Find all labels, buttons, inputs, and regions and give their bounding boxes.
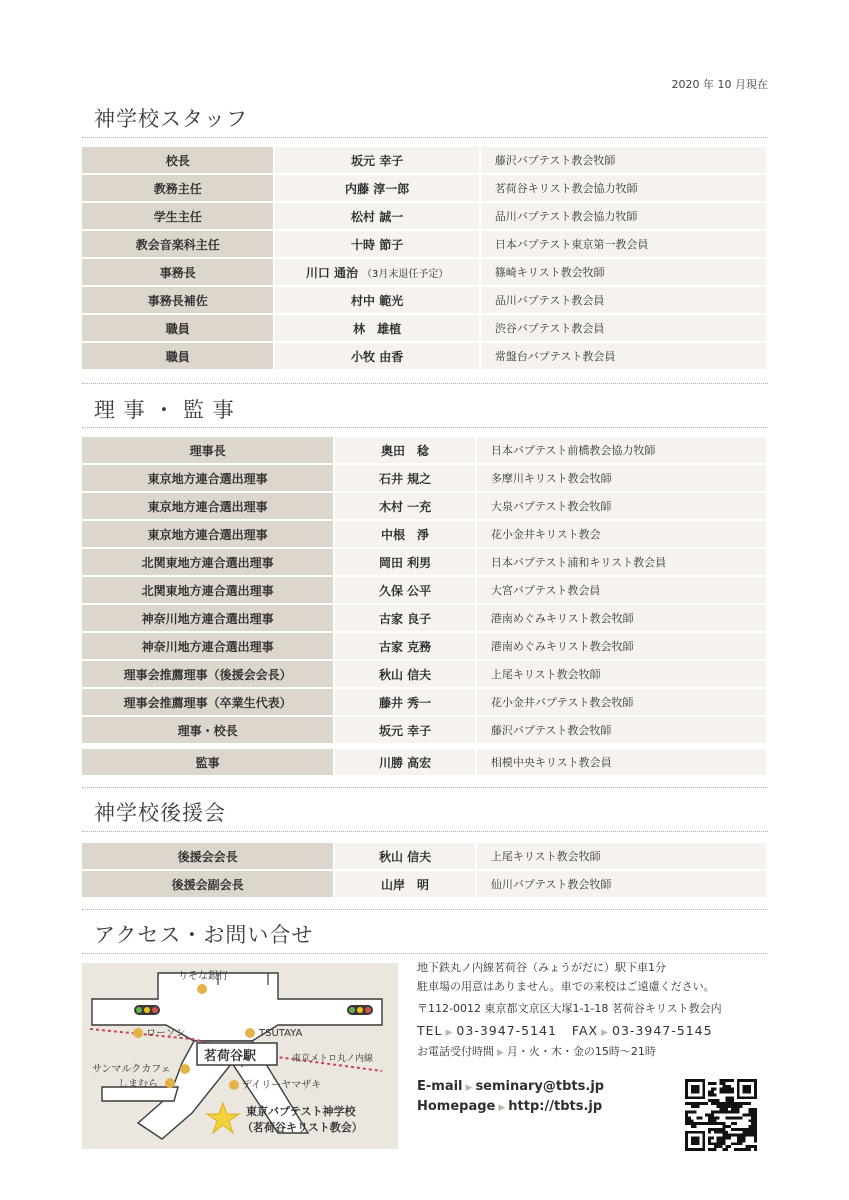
table-row xyxy=(82,175,766,201)
label-school-1: 東京バプテスト神学校 xyxy=(246,1105,356,1118)
person-name: 藤井 秀一 xyxy=(378,695,432,710)
label-cafe: サンマルクカフェ xyxy=(92,1064,171,1075)
hours-value: 月・火・木・金の15時〜21時 xyxy=(506,1045,656,1058)
access-line-2: 駐車場の用意はありません。車での来校はご遠慮ください。 xyxy=(417,980,715,993)
table-row xyxy=(82,661,766,687)
role-cell: 北関東地方連合選出理事 xyxy=(82,549,333,575)
name-cell xyxy=(335,521,475,547)
affiliation-cell: 港南めぐみキリスト教会牧師 xyxy=(477,605,766,631)
person-name: 中根 淨 xyxy=(381,527,430,542)
traffic-light-left xyxy=(134,1005,160,1015)
name-cell xyxy=(335,633,475,659)
table-row xyxy=(82,437,766,463)
role-cell: 後援会会長 xyxy=(82,843,333,869)
table-row xyxy=(82,493,766,519)
table-row xyxy=(82,549,766,575)
tel-fax xyxy=(417,1023,767,1041)
table-row xyxy=(82,605,766,631)
name-cell xyxy=(335,843,475,869)
role-cell: 北関東地方連合選出理事 xyxy=(82,577,333,603)
role-cell: 教会音楽科主任 xyxy=(82,231,273,257)
person-name: 川口 通治 xyxy=(305,265,359,280)
affiliation-cell: 大泉バプテスト教会牧師 xyxy=(477,493,766,519)
email-link[interactable]: seminary@tbts.jp xyxy=(475,1079,605,1094)
affiliation-cell: 多摩川キリスト教会牧師 xyxy=(477,465,766,491)
affiliation-cell: 上尾キリスト教会牧師 xyxy=(477,661,766,687)
hours-label: お電話受付時間 xyxy=(417,1045,494,1058)
divider xyxy=(82,953,768,954)
divider xyxy=(82,137,768,138)
email-row xyxy=(417,1079,604,1094)
table-row xyxy=(82,259,766,285)
table-row xyxy=(82,843,766,869)
marker-lawson xyxy=(133,1028,143,1038)
affiliation-cell: 日本バプテスト浦和キリスト教会員 xyxy=(477,549,766,575)
role-cell: 職員 xyxy=(82,343,273,369)
label-metro: 東京メトロ丸ノ内線 xyxy=(292,1054,374,1064)
name-cell: 川勝 高宏 xyxy=(335,749,475,775)
name-cell xyxy=(335,549,475,575)
homepage-label: Homepage xyxy=(417,1099,496,1114)
date-stamp: 2020 年 10 月現在 xyxy=(671,78,768,91)
name-cell xyxy=(335,605,475,631)
fax-number: 03-3947-5145 xyxy=(612,1023,713,1038)
marker-shimamura xyxy=(165,1078,175,1088)
marker-risona xyxy=(197,984,207,994)
role-cell: 事務長補佐 xyxy=(82,287,273,313)
name-cell xyxy=(335,717,475,743)
person-name: 石井 規之 xyxy=(378,471,432,486)
name-cell xyxy=(275,231,478,257)
affiliation-cell: 品川バプテスト教会員 xyxy=(481,287,766,313)
affiliation-cell: 日本バプテスト東京第一教会員 xyxy=(481,231,766,257)
affiliation-cell: 藤沢バプテスト教会牧師 xyxy=(481,147,766,173)
label-lawson: ローソン xyxy=(146,1028,186,1039)
divider xyxy=(82,383,768,384)
label-shimamura: しまむら xyxy=(118,1079,158,1090)
person-name: 内藤 淳一郎 xyxy=(345,181,410,196)
access-map xyxy=(82,963,398,1149)
table-row xyxy=(82,521,766,547)
person-name: 小牧 由香 xyxy=(351,349,404,364)
label-station: 茗荷谷駅 xyxy=(204,1049,257,1064)
divider xyxy=(82,427,768,428)
marker-tsutaya xyxy=(245,1028,255,1038)
divider xyxy=(82,787,768,788)
role-cell: 教務主任 xyxy=(82,175,273,201)
affiliation-cell: 茗荷谷キリスト教会協力牧師 xyxy=(481,175,766,201)
homepage-row xyxy=(417,1099,604,1114)
label-tsutaya: TSUTAYA xyxy=(259,1028,303,1039)
person-name: 林 雄植 xyxy=(353,321,402,336)
table-row xyxy=(82,577,766,603)
auditor-table xyxy=(82,749,766,777)
divider xyxy=(82,909,768,910)
arrow-icon: ▶ xyxy=(498,1103,506,1113)
person-name: 古家 克務 xyxy=(378,639,432,654)
tel-number[interactable]: 03-3947-5141 xyxy=(456,1023,557,1038)
table-row xyxy=(82,717,766,743)
access-section-title: アクセス・お問い合せ xyxy=(94,923,314,947)
board-table xyxy=(82,437,766,745)
table-row xyxy=(82,871,766,897)
affiliation-cell: 上尾キリスト教会牧師 xyxy=(477,843,766,869)
marker-cafe xyxy=(180,1064,190,1074)
role-cell: 校長 xyxy=(82,147,273,173)
name-cell xyxy=(275,315,478,341)
role-cell: 理事・校長 xyxy=(82,717,333,743)
name-cell xyxy=(275,203,478,229)
role-cell: 監事 xyxy=(82,749,333,775)
divider xyxy=(82,831,768,832)
role-cell: 後援会副会長 xyxy=(82,871,333,897)
person-name: 松村 誠一 xyxy=(351,209,404,224)
table-row xyxy=(82,147,766,173)
table-row xyxy=(82,633,766,659)
name-cell xyxy=(335,437,475,463)
board-section-title: 理 事 ・ 監 事 xyxy=(94,398,235,422)
affiliation-cell: 渋谷バプテスト教会員 xyxy=(481,315,766,341)
name-cell xyxy=(275,287,478,313)
staff-section-title: 神学校スタッフ xyxy=(94,107,248,131)
marker-daily xyxy=(229,1080,239,1090)
person-name: 久保 公平 xyxy=(378,583,432,598)
support-section-title: 神学校後援会 xyxy=(94,801,226,825)
role-cell: 東京地方連合選出理事 xyxy=(82,465,333,491)
affiliation-cell: 仙川バプテスト教会牧師 xyxy=(477,871,766,897)
role-cell: 理事会推薦理事（後援会会長） xyxy=(82,661,333,687)
access-info xyxy=(417,960,767,1064)
person-name: 奥田 稔 xyxy=(381,443,430,458)
person-name: 山岸 明 xyxy=(381,877,430,892)
role-cell: 神奈川地方連合選出理事 xyxy=(82,605,333,631)
affiliation-cell: 大宮バプテスト教会員 xyxy=(477,577,766,603)
person-name: 坂元 幸子 xyxy=(378,723,432,738)
affiliation-cell: 常盤台バプテスト教会員 xyxy=(481,343,766,369)
label-daily: デイリーヤマザキ xyxy=(242,1080,322,1091)
table-row xyxy=(82,749,766,775)
table-row xyxy=(82,465,766,491)
name-cell xyxy=(335,577,475,603)
label-risona: りそな銀行 xyxy=(178,971,228,982)
role-cell: 東京地方連合選出理事 xyxy=(82,493,333,519)
homepage-link[interactable]: http://tbts.jp xyxy=(508,1099,603,1114)
address: 〒112-0012 東京都文京区大塚1-1-18 茗荷谷キリスト教会内 xyxy=(417,1002,722,1015)
affiliation-cell: 品川バプテスト教会協力牧師 xyxy=(481,203,766,229)
name-cell xyxy=(335,493,475,519)
support-table xyxy=(82,843,766,899)
role-cell: 理事会推薦理事（卒業生代表） xyxy=(82,689,333,715)
name-cell xyxy=(335,661,475,687)
qr-code-icon[interactable] xyxy=(685,1079,757,1151)
arrow-icon: ▶ xyxy=(601,1028,609,1038)
person-name: 十時 節子 xyxy=(351,237,404,252)
role-cell: 東京地方連合選出理事 xyxy=(82,521,333,547)
role-cell: 学生主任 xyxy=(82,203,273,229)
role-cell: 神奈川地方連合選出理事 xyxy=(82,633,333,659)
affiliation-cell: 港南めぐみキリスト教会牧師 xyxy=(477,633,766,659)
person-name: 木村 一充 xyxy=(378,499,432,514)
affiliation-cell: 日本バプテスト前橋教会協力牧師 xyxy=(477,437,766,463)
name-cell xyxy=(335,871,475,897)
name-cell xyxy=(335,465,475,491)
map-drawing xyxy=(82,963,398,1149)
table-row xyxy=(82,343,766,369)
hours xyxy=(417,1044,767,1061)
name-cell xyxy=(275,343,478,369)
arrow-icon: ▶ xyxy=(465,1083,473,1093)
name-cell xyxy=(275,147,478,173)
school-star xyxy=(207,1103,239,1133)
arrow-icon: ▶ xyxy=(445,1028,454,1038)
contact-links xyxy=(417,1079,604,1119)
role-cell: 事務長 xyxy=(82,259,273,285)
email-label: E-mail xyxy=(417,1079,463,1094)
role-cell: 理事長 xyxy=(82,437,333,463)
name-note: （3月末退任予定） xyxy=(362,268,449,280)
name-cell xyxy=(275,175,478,201)
access-line-1: 地下鉄丸ノ内線茗荷谷（みょうがだに）駅下車1分 xyxy=(417,961,666,974)
name-cell xyxy=(335,689,475,715)
person-name: 古家 良子 xyxy=(378,611,432,626)
label-school-2: （茗荷谷キリスト教会） xyxy=(242,1121,363,1134)
traffic-light-right xyxy=(347,1005,373,1015)
affiliation-cell: 篠崎キリスト教会牧師 xyxy=(481,259,766,285)
table-row xyxy=(82,231,766,257)
table-row xyxy=(82,287,766,313)
person-name: 秋山 信夫 xyxy=(378,849,432,864)
person-name: 村中 範光 xyxy=(351,293,404,308)
tel-label: TEL xyxy=(417,1023,443,1038)
affiliation-cell: 藤沢バプテスト教会牧師 xyxy=(477,717,766,743)
staff-table xyxy=(82,147,766,371)
table-row xyxy=(82,315,766,341)
role-cell: 職員 xyxy=(82,315,273,341)
arrow-icon: ▶ xyxy=(497,1048,504,1058)
person-name: 岡田 利男 xyxy=(378,555,432,570)
affiliation-cell: 花小金井キリスト教会 xyxy=(477,521,766,547)
affiliation-cell: 花小金井バプテスト教会牧師 xyxy=(477,689,766,715)
person-name: 坂元 幸子 xyxy=(351,153,404,168)
affiliation-cell: 相模中央キリスト教会員 xyxy=(477,749,766,775)
table-row xyxy=(82,689,766,715)
table-row xyxy=(82,203,766,229)
name-cell xyxy=(275,259,478,285)
fax-label: FAX xyxy=(571,1023,599,1038)
person-name: 秋山 信夫 xyxy=(378,667,432,682)
